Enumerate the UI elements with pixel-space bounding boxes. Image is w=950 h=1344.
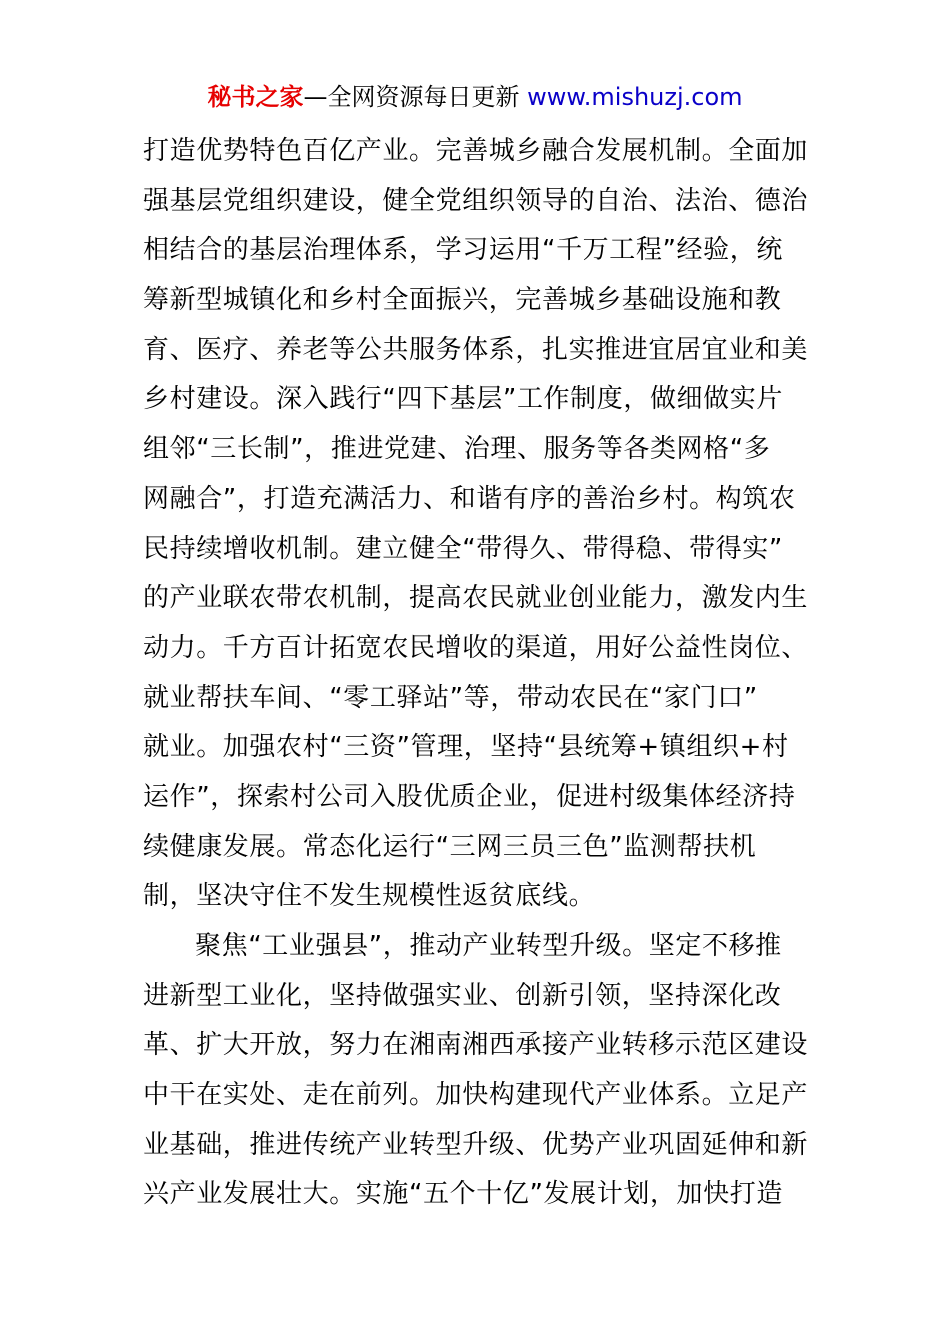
text-line: 进新型工业化，坚持做强实业、创新引领，坚持深化改 [143, 980, 782, 1011]
text-line: 就业帮扶车间、“零工驿站”等，带动农民在“家门口” [143, 682, 758, 713]
text-line: 育、医疗、养老等公共服务体系，扎实推进宜居宜业和美 [143, 334, 809, 365]
header-tagline: —全网资源每日更新 [303, 83, 528, 111]
text-line: 兴产业发展壮大。实施“五个十亿”发展计划，加快打造 [143, 1179, 783, 1210]
site-url[interactable]: www.mishuzj.com [527, 83, 743, 111]
text-line: 打造优势特色百亿产业。完善城乡融合发展机制。全面加 [143, 136, 809, 166]
text-line: 续健康发展。常态化运行“三网三员三色”监测帮扶机 [143, 831, 757, 862]
text-line: 革、扩大开放，努力在湘南湘西承接产业转移示范区建设 [143, 1030, 809, 1061]
text-line: 民持续增收机制。建立健全“带得久、带得稳、带得实” [143, 533, 783, 564]
text-line: 乡村建设。深入践行“四下基层”工作制度，做细做实片 [143, 384, 783, 415]
brand-name: 秘书之家 [207, 83, 304, 111]
text-line: 制，坚决守住不发生规模性返贫底线。 [143, 881, 596, 912]
text-line: 运作”，探索村公司入股优质企业，促进村级集体经济持 [143, 781, 796, 812]
text-line: 业基础，推进传统产业转型升级、优势产业巩固延伸和新 [143, 1129, 809, 1160]
text-line: 相结合的基层治理体系，学习运用“千万工程”经验，统 [143, 235, 783, 266]
text-line: 就业。加强农村“三资”管理，坚持“县统筹+镇组织+村 [143, 732, 789, 763]
text-line: 筹新型城镇化和乡村全面振兴，完善城乡基础设施和教 [143, 285, 782, 316]
text-line: 中干在实处、走在前列。加快构建现代产业体系。立足产 [143, 1080, 809, 1111]
text-line: 动力。千方百计拓宽农民增收的渠道，用好公益性岗位、 [143, 632, 809, 663]
text-line: 网融合”，打造充满活力、和谐有序的善治乡村。构筑农 [143, 483, 796, 514]
text-line: 组邻“三长制”，推进党建、治理、服务等各类网格“多 [143, 434, 771, 465]
text-line: 的产业联农带农机制，提高农民就业创业能力，激发内生 [143, 583, 809, 614]
site-header [0, 80, 950, 114]
text-line: 强基层党组织建设，健全党组织领导的自治、法治、德治 [143, 185, 809, 216]
paragraph-start-line: 聚焦“工业强县”，推动产业转型升级。坚定不移推 [195, 931, 782, 961]
document-body [143, 127, 807, 1220]
